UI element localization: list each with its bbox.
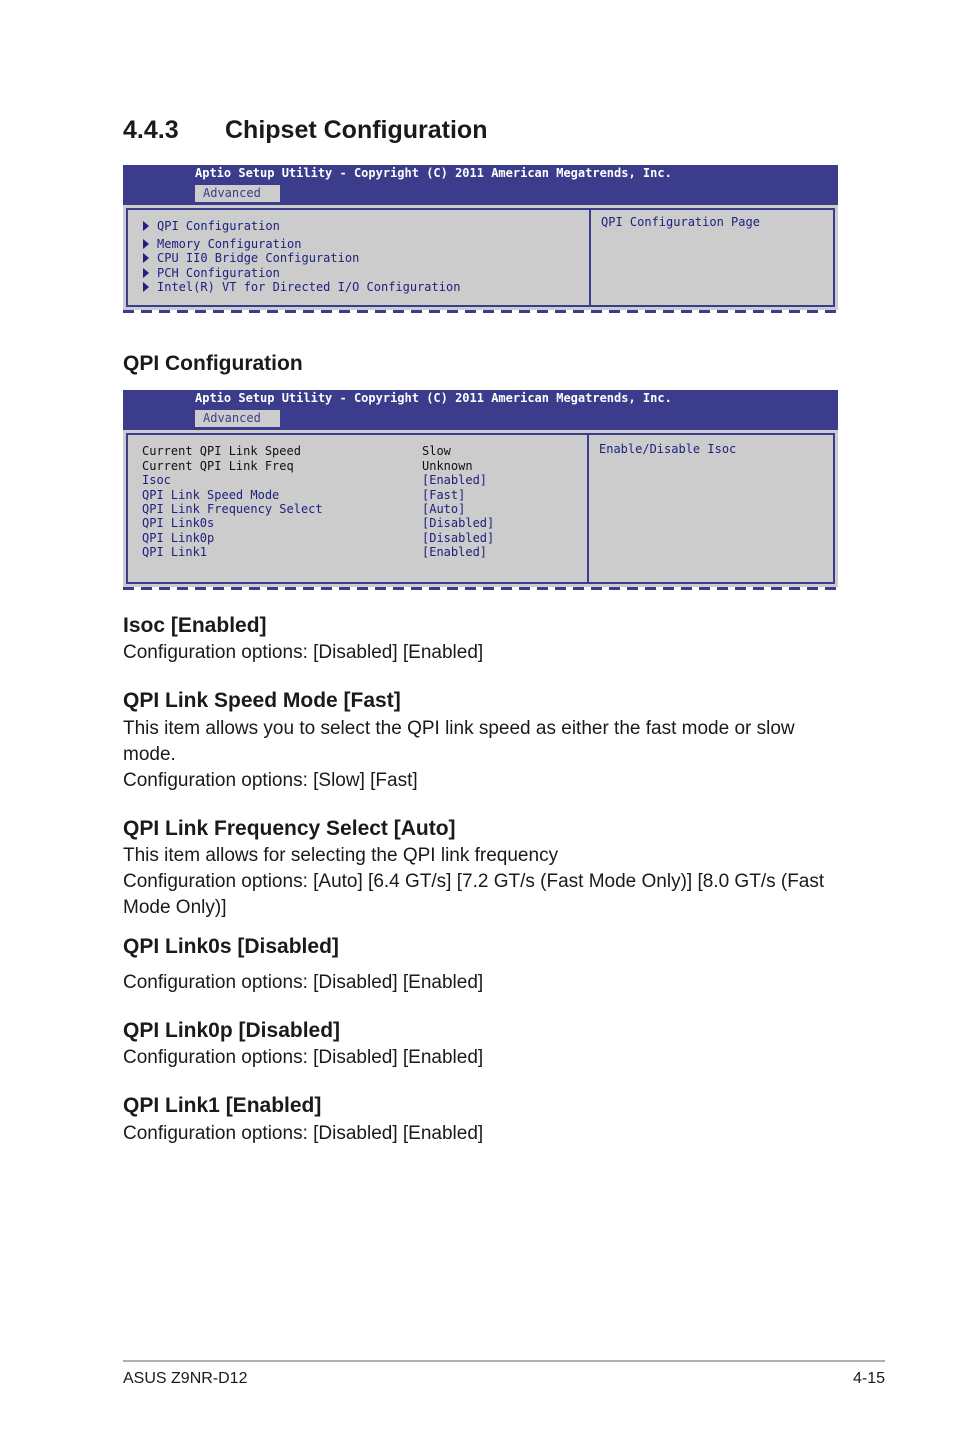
bios-help-text: QPI Configuration Page (601, 215, 760, 229)
bios-dashed-border (123, 310, 838, 313)
bios-dashed-border (123, 587, 838, 590)
menu-item-pch-configuration[interactable]: PCH Configuration (143, 266, 280, 280)
qpi-link1-options: Configuration options: [Disabled] [Enabled] (123, 1123, 484, 1144)
qpi-link0s-heading: QPI Link0s [Disabled] (123, 935, 339, 958)
submenu-arrow-icon (143, 282, 149, 292)
submenu-arrow-icon (143, 268, 149, 278)
qpi-link-speed-mode-options: Configuration options: [Slow] [Fast] (123, 770, 418, 791)
footer-divider (123, 1360, 885, 1362)
qpi-link-frequency-select-options: Configuration options: [Auto] [6.4 GT/s] [7.2 GT/s (Fast Mode Only)] [8.0 GT/s (Fast Mode Only)] (123, 871, 825, 918)
tab-advanced[interactable]: Advanced (195, 410, 280, 427)
isoc-heading: Isoc [Enabled] (123, 614, 267, 637)
qpi-link0s-options: Configuration options: [Disabled] [Enabled] (123, 972, 484, 993)
bios-header (123, 165, 838, 202)
submenu-arrow-icon (143, 221, 149, 231)
submenu-arrow-icon (143, 239, 149, 249)
qpi-link0p-heading: QPI Link0p [Disabled] (123, 1019, 341, 1042)
qpi-link-frequency-select-heading: QPI Link Frequency Select [Auto] (123, 817, 456, 840)
bios-header-title: Aptio Setup Utility - Copyright (C) 2011 American Megatrends, Inc. (195, 166, 672, 180)
qpi-link-speed-mode-description: This item allows you to select the QPI link speed as either the fast mode or slow mode. (123, 718, 795, 765)
bios-body (123, 202, 838, 310)
section-title (123, 116, 487, 145)
tab-advanced[interactable]: Advanced (195, 185, 280, 202)
menu-item-qpi-configuration[interactable]: QPI Configuration (143, 219, 280, 233)
bios-divider (589, 208, 591, 307)
bios-divider (587, 433, 589, 584)
footer-page-number: 4-15 (852, 1370, 885, 1387)
qpi-link1-heading: QPI Link1 [Enabled] (123, 1094, 322, 1117)
bios-screen-qpi (123, 390, 838, 590)
bios-header (123, 390, 838, 427)
submenu-arrow-icon (143, 253, 149, 263)
qpi-link-frequency-select-description: This item allows for selecting the QPI link frequency (123, 845, 559, 866)
menu-item-memory-configuration[interactable]: Memory Configuration (143, 237, 302, 251)
bios-header-title: Aptio Setup Utility - Copyright (C) 2011 American Megatrends, Inc. (195, 391, 672, 405)
bios-help-text: Enable/Disable Isoc (599, 442, 737, 456)
footer-product-name: ASUS Z9NR-D12 (123, 1370, 248, 1387)
isoc-options: Configuration options: [Disabled] [Enabled] (123, 642, 484, 663)
qpi-link0p-options: Configuration options: [Disabled] [Enabled] (123, 1047, 484, 1068)
section-number: 4.4.3 (123, 116, 179, 144)
menu-item-cpu-iio-bridge-configuration[interactable]: CPU II0 Bridge Configuration (143, 251, 359, 265)
section-title-text: Chipset Configuration (225, 116, 488, 144)
bios-screen-chipset (123, 165, 838, 313)
qpi-link-speed-mode-heading: QPI Link Speed Mode [Fast] (123, 689, 401, 712)
bios-body: Current QPI Link Speed Slow Current QPI Link Freq Unknown Isoc [Enabled] QPI Link Speed Mode [Fast] QPI Link Frequency Select [Auto] QPI Link0s [Disabled] QPI Link0p [Disabled] QPI Link1 [Enabled] Enable/Disable Isoc (123, 427, 838, 587)
menu-item-vt-d-configuration[interactable]: Intel(R) VT for Directed I/O Configuration (143, 280, 460, 294)
qpi-configuration-heading: QPI Configuration (123, 352, 303, 375)
